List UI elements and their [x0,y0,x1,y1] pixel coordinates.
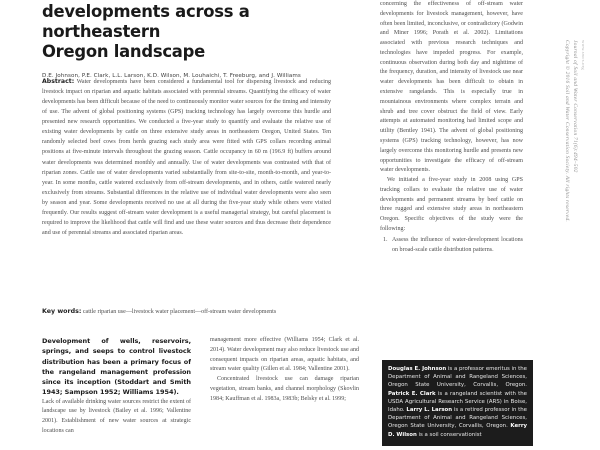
right-column [380,0,523,255]
intro-lede: Development of wells, reservoirs, springs, and seeps to control livestock distribution has been a primary focus of the rangeland management profession since its inception (Stoddart and Smith 1943; Sampson 1952; Williams 1954). [42,337,191,397]
title-line-2: Oregon landscape [42,42,205,62]
author-list: D.E. Johnson, P.E. Clark, L.L. Larson, K.D. Wilson, M. Louhaichi, T. Freeburg, and J. Williams [42,73,301,80]
right-column-paragraph-1: concerning the effectiveness of off-stream water developments for livestock management, however, have often been limited, inconclusive, or contradictory (Godwin and Miner 1996; Porath et al. 2002). Limitations associated with previous research techniques and technologies have impeded progress. For example, continuous observation during both day and nighttime of the frequency, duration, and intensity of livestock use near water developments has been difficult to obtain in extensive rangelands. This is especially true in mountainous environments where complex terrain and shrub and tree cover obstruct the field of view. Early attempts at automated monitoring had limited scope and utility (Bentley 1941). The advent of global positioning systems (GPS) tracking technology, however, has now largely overcome this monitoring hurdle and presents new opportunities to investigate the efficacy of off-stream water developments. [380,1,523,174]
copyright-line-2: Journal of Soil and Water Conservation 71(6):494–502 [572,40,578,173]
intro-body: Lack of available drinking water sources restrict the extent of landscape use by livestock (Bailey et al. 1996; Vallentine 2001). Establishment of new water sources at strategic locations can [42,398,191,434]
bottom-columns [42,336,375,450]
list-item: Assess the influence of water-development locations on broad-scale cattle distribution patterns. [392,236,523,253]
page-title [42,2,332,62]
right-column-paragraph-2: We initiated a five-year study in 2008 using GPS tracking collars to evaluate the relative use of water developments and permanent streams by beef cattle on three rugged and extensive study areas in northeastern Oregon. Specific objectives of the study were the following: [380,177,523,232]
mid-paragraph-2: Concentrated livestock use can damage riparian vegetation, stream banks, and channel morphology (Skovlin 1984; Kauffman et al. 1983a, 1983b; Belsky et al. 1999; [210,376,359,402]
abstract-paragraph [42,77,331,238]
keywords-text: cattle riparian use—livestock water placement—off-stream water developments [81,309,277,315]
title-line-1: developments across a northeastern [42,2,250,42]
author-bio-box [380,358,535,448]
keywords-block [42,307,331,318]
keywords-label: Key words: [42,308,82,315]
mid-paragraph-1: management more effective (Williams 1954; Clark et al. 2014). Water development may also reduce livestock use and consequent impacts on riparian areas, aquatic habitats, and stream water quality (Gillen et al. 1984; Vallentine 2001). [210,337,359,373]
title-block [42,2,332,79]
keywords-paragraph [42,307,331,318]
bottom-left-column [42,336,191,450]
abstract-block [42,77,331,238]
abstract-label: Abstract: [42,78,75,85]
abstract-text: Water developments have been considered a fundamental tool for dispersing livestock and reducing livestock impact on riparian and aquatic habitats associated with perennial streams. Quantifying the efficacy of water developments has been difficult because of the need to continuously monitor water sources for the timing and intensity of use. The advent of global positioning systems (GPS) tracking technology has largely overcome this hurdle and presented new research opportunities. We conducted a five-year study to quantify and evaluate the relative use of existing water developments by cattle on three extensive study areas in northeastern Oregon, United States. Ten randomly selected beef cows from herds grazing each study area were fitted with GPS collars recording animal positions at five-minute intervals throughout the grazing season. Cattle occupancy in 60 m (196.9 ft) buffers around water developments was determined monthly and annually. Use of water developments was contrasted with that of riparian zones. Cattle use of water developments varied substantially from site-to-site, month-to-month, and year-to-year. In some months, cattle watered exclusively from off-stream developments, and in others, cattle watered nearly exclusively from streams. Substantial differences in the relative use of individual water developments were also seen by season and year. Some developments received no use at all during the five-year study while others were visited frequently. Our results suggest off-stream water development is a useful managerial strategy, but careful placement is required to improve the likelihood that cattle will find and use these water sources and thus decrease their dependence and use of perennial streams and associated riparian areas. [42,79,331,236]
copyright-line-1: Copyright © 2016 Soil and Water Conservation Society. All rights reserved. [564,40,570,223]
copyright-sidebar [556,40,596,310]
author-bio-text: Douglas E. Johnson is a professor emeritus in the Department of Animal and Rangeland Sciences, Oregon State University, Corvallis, Oregon. Patrick E. Clark is a rangeland scientist with the USDA Agricultural Research Service (ARS) in Boise, Idaho. Larry L. Larson is a retired professor in the Department of Animal and Rangeland Sciences, Oregon State University, Corvallis, Oregon. Kerry D. Wilson is a soil conservationist [388,366,527,438]
objectives-list [380,236,523,256]
bottom-middle-column [210,336,359,450]
copyright-line-3[interactable]: www.swcs.org [581,40,586,70]
